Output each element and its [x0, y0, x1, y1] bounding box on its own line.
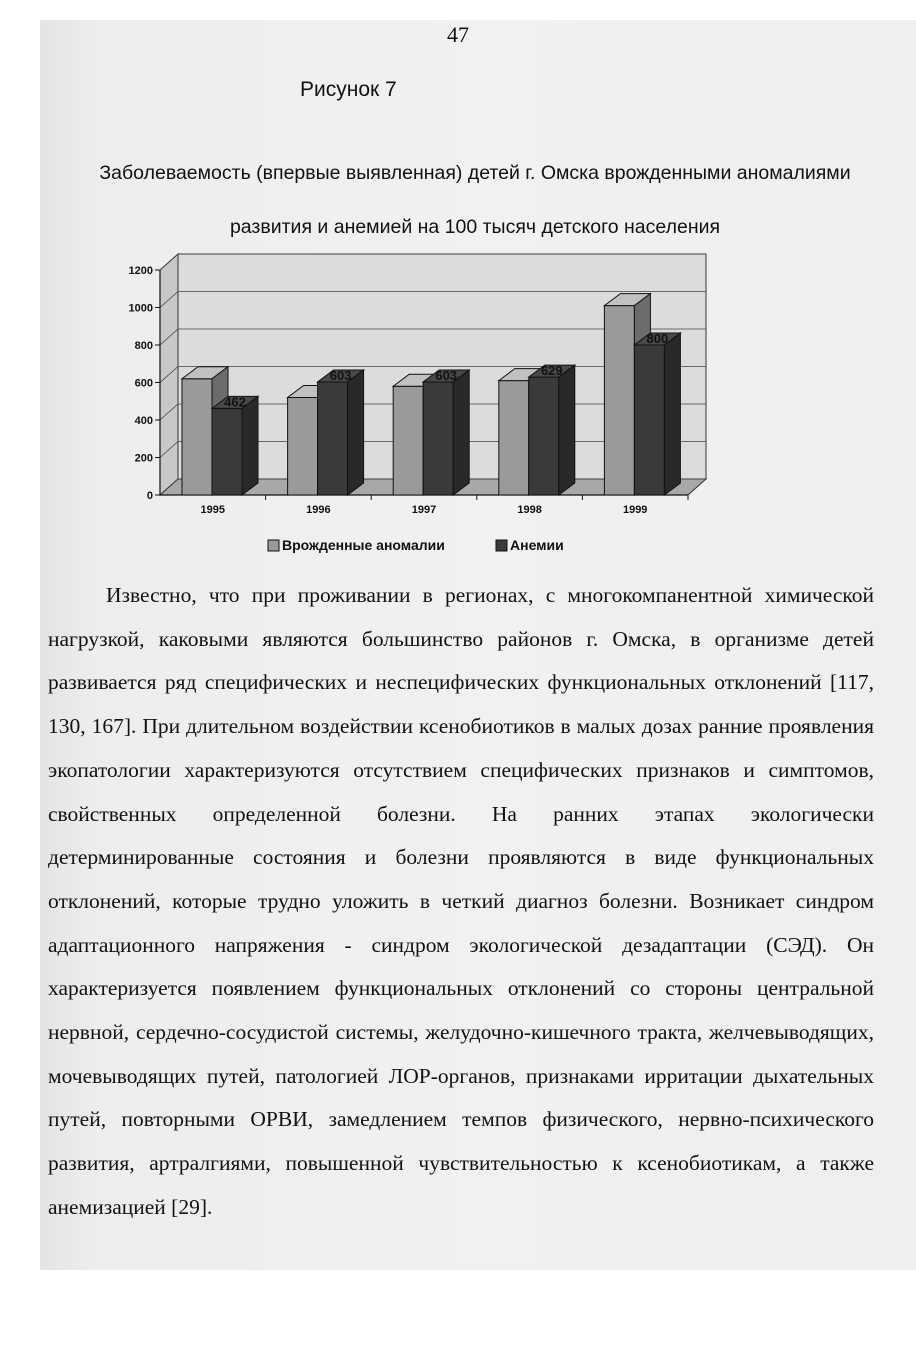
y-tick-label: 1200: [128, 265, 153, 277]
bar-congenital-front: [604, 306, 634, 495]
bar-anemia-front: [634, 345, 664, 495]
data-label: 800: [646, 331, 669, 346]
body-paragraph: Известно, что при проживании в регионах, с многокомпанентной химической нагрузкой, каковыми являются большинство районов г. Омска, в организме детей развивается ряд специфических и неспецифических функциональных отклонений [117, 130, 167]. При длительном воздействии ксенобиотиков в малых дозах ранние проявления экопатологии характеризуются отсутствием специфических признаков и симптомов, свойственных определенной болезни. На ранних этапах экологически детерминированные состояния и болезни проявляются в виде функциональных отклонений, которые трудно уложить в четкий диагноз болезни. Возникает синдром адаптационного напряжения - синдром экологической дезадаптации (СЭД). Он характеризуется появлением функциональных отклонений со стороны центральной нервной, сердечно-сосудистой системы, желудочно-кишечного тракта, желчевыводящих, мочевыводящих путей, патологией ЛОР-органов, признаками ирритации дыхательных путей, повторными ОРВИ, замедлением темпов физического, нервно-психического развития, артралгиями, повышенной чувствительностью к ксенобиотикам, а также анемизацией [29].: [48, 583, 874, 1219]
y-tick-label: 800: [134, 340, 153, 352]
x-tick-label: 1997: [411, 504, 437, 516]
bar-congenital-front: [499, 381, 529, 495]
figure-label: Рисунок 7: [300, 78, 397, 101]
bar-anemia-side: [242, 396, 258, 495]
legend-label: Врожденные аномалии: [282, 537, 445, 553]
page-number: 47: [447, 22, 469, 47]
bar-anemia-side: [348, 370, 364, 495]
y-tick-label: 600: [134, 377, 153, 390]
bar-congenital-front: [288, 398, 318, 496]
legend-label: Анемии: [510, 537, 564, 553]
y-tick-label: 400: [134, 415, 153, 427]
bar-anemia-side: [664, 333, 680, 495]
x-tick-label: 1996: [306, 504, 331, 516]
legend-swatch: [268, 540, 279, 551]
bar-congenital-front: [182, 379, 212, 495]
x-tick-label: 1999: [622, 504, 648, 516]
data-label: 462: [224, 394, 246, 410]
body-text: [48, 574, 874, 1230]
bar-anemia-front: [529, 377, 559, 495]
figure-title: Заболеваемость (впервые выявленная) детей г. Омска врожденными аномалиями развития и анемией на 100 тысяч детского населения: [99, 162, 851, 238]
bar-anemia-side: [453, 370, 469, 495]
legend-swatch: [496, 540, 507, 551]
bar-congenital-front: [393, 386, 423, 495]
bar-anemia-side: [559, 365, 575, 495]
x-tick-label: 1998: [517, 504, 542, 516]
x-tick-label: 1995: [200, 504, 226, 516]
bar-chart: [110, 250, 750, 570]
data-label: 603: [435, 367, 458, 383]
y-tick-label: 0: [146, 490, 153, 502]
bar-anemia-front: [318, 382, 348, 495]
y-tick-label: 200: [134, 452, 153, 465]
data-label: 603: [329, 367, 352, 383]
bar-anemia-front: [212, 408, 242, 495]
bar-anemia-front: [423, 382, 453, 495]
data-label: 629: [540, 363, 563, 379]
y-tick-label: 1000: [128, 302, 153, 315]
